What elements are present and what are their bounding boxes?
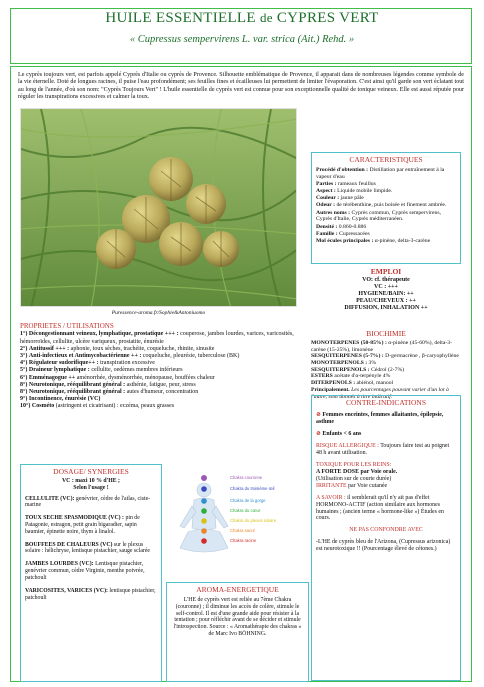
contre-line: ⊘ Enfants < 6 ans — [316, 430, 362, 437]
dosage-title: DOSAGE/ SYNERGIES — [53, 467, 129, 476]
no-symbol-icon: ⊘ — [316, 411, 321, 418]
carac-item: Odeur : de térébenthine, puis boisée et finement ambrée. — [316, 202, 447, 209]
chakra-label: Chakra racine — [230, 538, 257, 543]
biochimie-line: SESQUITERPENOLS : Cédrol (2-7%) — [311, 366, 405, 373]
chakra-label: Chakra du cœur — [230, 508, 261, 513]
synergie-item: CELLULITE (VC): genévrier, cèdre de l'atlas, ciste-marine — [25, 495, 151, 509]
biochimie-line: ESTERS acétate d'α-terpényle 4% — [311, 373, 391, 380]
intro-text: Le cyprès toujours vert, est parfois appelé Cyprès d'Italie ou cyprès de Provence. Silhouette emblématique de Provence, il apparait dans de nombreuses légendes comme symbole de la vie éternelle. Doté de longues racines, il puise l'eau profondément; ses feuilles fines et écailleuses lui permettent de limiter l'évaporation. C'est ainsi qu'il garde son vert éclatant tout au long de l'année, d'où son nom: "Cyprès Toujours Vert" ! L'huile essentielle de cyprès vert est connue pour son exceptionnelle qualité de tonique veineux. Elle est aussi réputée pour réguler les transpirations excessives et calmer la toux. — [18, 72, 464, 100]
chakra-dot-sacral — [201, 528, 207, 534]
a-savoir: A SAVOIR : il semblerait qu'il n'y ait pas d'effet HORMONO-ACTIF (action similaire aux hormones humaines ; (ancien terme « hormone-like ») Études en cours. — [316, 494, 444, 522]
chakra-dot-root — [201, 538, 207, 544]
aroma-title: AROMA-ENERGETIQUE — [196, 585, 279, 594]
synergie-item: TOUX SECHE SPASMODIQUE (VC) : pin de Patagonie, estragon, petit grain bigaradier, sapin baumier, épinette noire, thym à linalol. — [25, 515, 140, 535]
dosage-box — [20, 464, 162, 682]
confondre-text: -L'HE de cyprès bleu de l'Arizona, (Cupressus arizonica) est neurotoxique !! (Pourcentage élevé de cétones.) — [316, 539, 451, 553]
aroma-text: L'HE de cyprès vert est reliée au 7ème Chakra (couronne) ; il diminue les accès de colère, stimule le self-control. Il est d'une grande aide pour résister à la tentation ; pour réfléchir avant de se décider et stimule l'introspection. Source : « Aromathérapie des chakras » de Marc Ivo BÖHNING. — [173, 596, 302, 637]
caracteristiques-box — [311, 152, 461, 264]
propriete-item: 2°) Antitussif +++ : aphonie, toux sèches, trachéite, coqueluche, rhinite, sinusite — [20, 345, 215, 352]
chakra-label: Chakra du plexus solaire — [230, 518, 277, 523]
contre-indications-box — [311, 395, 461, 681]
propriete-item: 10°) Cosméto (astringent et cicatrisant) : eczéma, peaux grasses — [20, 403, 175, 410]
page-title: HUILE ESSENTIELLE de CYPRES VERT — [105, 10, 379, 26]
no-symbol-icon: ⊘ — [316, 430, 321, 437]
page-subtitle: « Cupressus sempervirens L. var. strica (Ait.) Rehd. » — [129, 34, 355, 45]
chakra-dot-throat — [201, 498, 207, 504]
biochimie-line: Principalement. Les pourcentages pouvant varier d'un lot à l'autre, sont donnés à titre indicatif. — [311, 386, 449, 400]
chakra-dot-crown — [201, 475, 207, 481]
chakra-diagram — [168, 470, 310, 574]
chakra-dot-solar — [201, 518, 207, 524]
biochimie-line: DITERPENOLS : abiénol, manool — [311, 380, 394, 387]
emploi-title: EMPLOI — [370, 267, 402, 276]
biochimie-line: MONOTERPENES (50-85%) : α-pinène (45-60%), delta-3-carène (15-25%), limonène — [311, 339, 453, 353]
carac-item: Densité : 0.860-0.886 — [316, 223, 367, 230]
ne-pas-confondre: NE PAS CONFONDRE AVEC — [349, 527, 423, 534]
carac-item: Parties : rameaux feuillus — [316, 180, 376, 187]
emploi-line: HYGIENE/BAIN: ++ — [358, 291, 414, 297]
proprietes-title: PROPRIETES / UTILISATIONS — [20, 322, 114, 330]
chakra-label: Chakra sacré — [230, 528, 255, 533]
synergie-item: JAMBES LOURDES (VC): Lentisque pistachier, genévrier commun, cèdre Virginie, menthe poivrée, patchouli — [25, 561, 145, 581]
chakra-dot-third-eye — [201, 486, 207, 492]
contre-line: ⊘ Femmes enceintes, femmes allaitantes, épilepsie, asthme — [316, 411, 444, 425]
chakra-dot-heart — [201, 508, 207, 514]
biochimie-line: SESQUITERPENES (5-7%) : D-germacrène , β-caryophyllène — [311, 353, 459, 360]
synergie-item: BOUFFEES DE CHALEURS (VC) sur le plexus solaire : hélichryse, lentisque pistachier, sauge sclarée — [25, 541, 150, 555]
emploi-line: VO: cf. thérapeute — [362, 276, 410, 283]
emploi-line: PEAU/CHEVEUX : ++ — [356, 298, 416, 305]
biochimie-section — [311, 330, 461, 400]
contre-indications-title: CONTRE-INDICATIONS — [346, 398, 426, 407]
propriete-item: 6°) Emménagogue ++ aménorrhée, dysménorrhée, ménopause, bouffées chaleur — [20, 374, 215, 381]
propriete-item: 1°) Décongestionnant veineux, lymphatique, prostatique +++ : couperose, jambes lourdes, varices, varicosités, hémorroïdes, cellulite, ulcère variqueux, prostatite, énurésie — [20, 331, 294, 345]
carac-item: Procédé d'obtention : Distillation par entraînement à la vapeur d'eau — [316, 166, 445, 180]
biochimie-title: BIOCHIMIE — [366, 329, 406, 338]
propriete-item: 3°) Anti-infectieux et Antimycobactérienne ++ : coqueluche, pleurésie, tuberculose (BK) — [20, 352, 240, 359]
photo-credit: Puressence-aroma.fr/Sophie&Antoniuomo — [111, 310, 206, 316]
emploi-section — [311, 268, 461, 312]
carac-item: Aspect : Liquide mobile limpide. — [316, 188, 393, 194]
synergie-item: VARICOSITES, VARICES (VC): lentisque pistachier, patchouli — [25, 587, 156, 601]
proprietes-section — [20, 322, 302, 410]
chakra-label: Chakra couronne — [230, 475, 263, 480]
carac-item: Autres noms : Cyprès commun, Cyprès sempervirens, Cyprès d'Italie, Cyprès méditerranéen. — [316, 209, 442, 223]
chakra-label: Chakra de la gorge — [230, 498, 266, 503]
emploi-line: VC : +++ — [374, 283, 398, 290]
cypress-photo — [20, 108, 297, 307]
chakra-label: Chakra du troisième œil — [230, 486, 275, 491]
biochimie-line: MONOTERPENOLS : 3% — [311, 360, 377, 366]
dosage-line: VC : maxi 10 % d'HE ; Selon l'usage ! — [62, 477, 120, 491]
carac-item: Famille : Cupressacées — [316, 230, 370, 237]
propriete-item: 4°) Régulateur sudorifique++ : transpiration excessive — [20, 360, 155, 367]
propriete-item: 9°) Incontinence, énurésie (VC) — [20, 396, 101, 403]
propriete-item: 8°) Neurotonique, rééquilibrant général : asthénie, fatigue, peur, stress — [20, 381, 196, 388]
risque-allergique: RISQUE ALLERGIQUE : Toujours faire test au poignet 48 h avant utilisation. — [316, 442, 450, 456]
emploi-line: DIFFUSION, INHALATION ++ — [344, 305, 428, 312]
carac-item: Mol écules principales : α-pinène, delta-3-carène — [316, 238, 431, 245]
aroma-energetique-box — [166, 582, 309, 682]
propriete-item: 5°) Draineur lymphatique : cellulite, oedèmes membres inférieurs — [20, 367, 183, 374]
propriete-item: 8°) Neurotonique, rééquilibrant général : autes d'humeur, concentration — [20, 388, 199, 395]
caracteristiques-title: CARACTERISTIQUES — [349, 155, 423, 164]
carac-item: Couleur : jaune pâle — [316, 195, 364, 202]
toxique-reins: TOXIQUE POUR LES REINS: A FORTE DOSE par Voie orale. (Utilisation sur de courte durée) IRRITANTE par Voie cutanée — [316, 461, 398, 489]
